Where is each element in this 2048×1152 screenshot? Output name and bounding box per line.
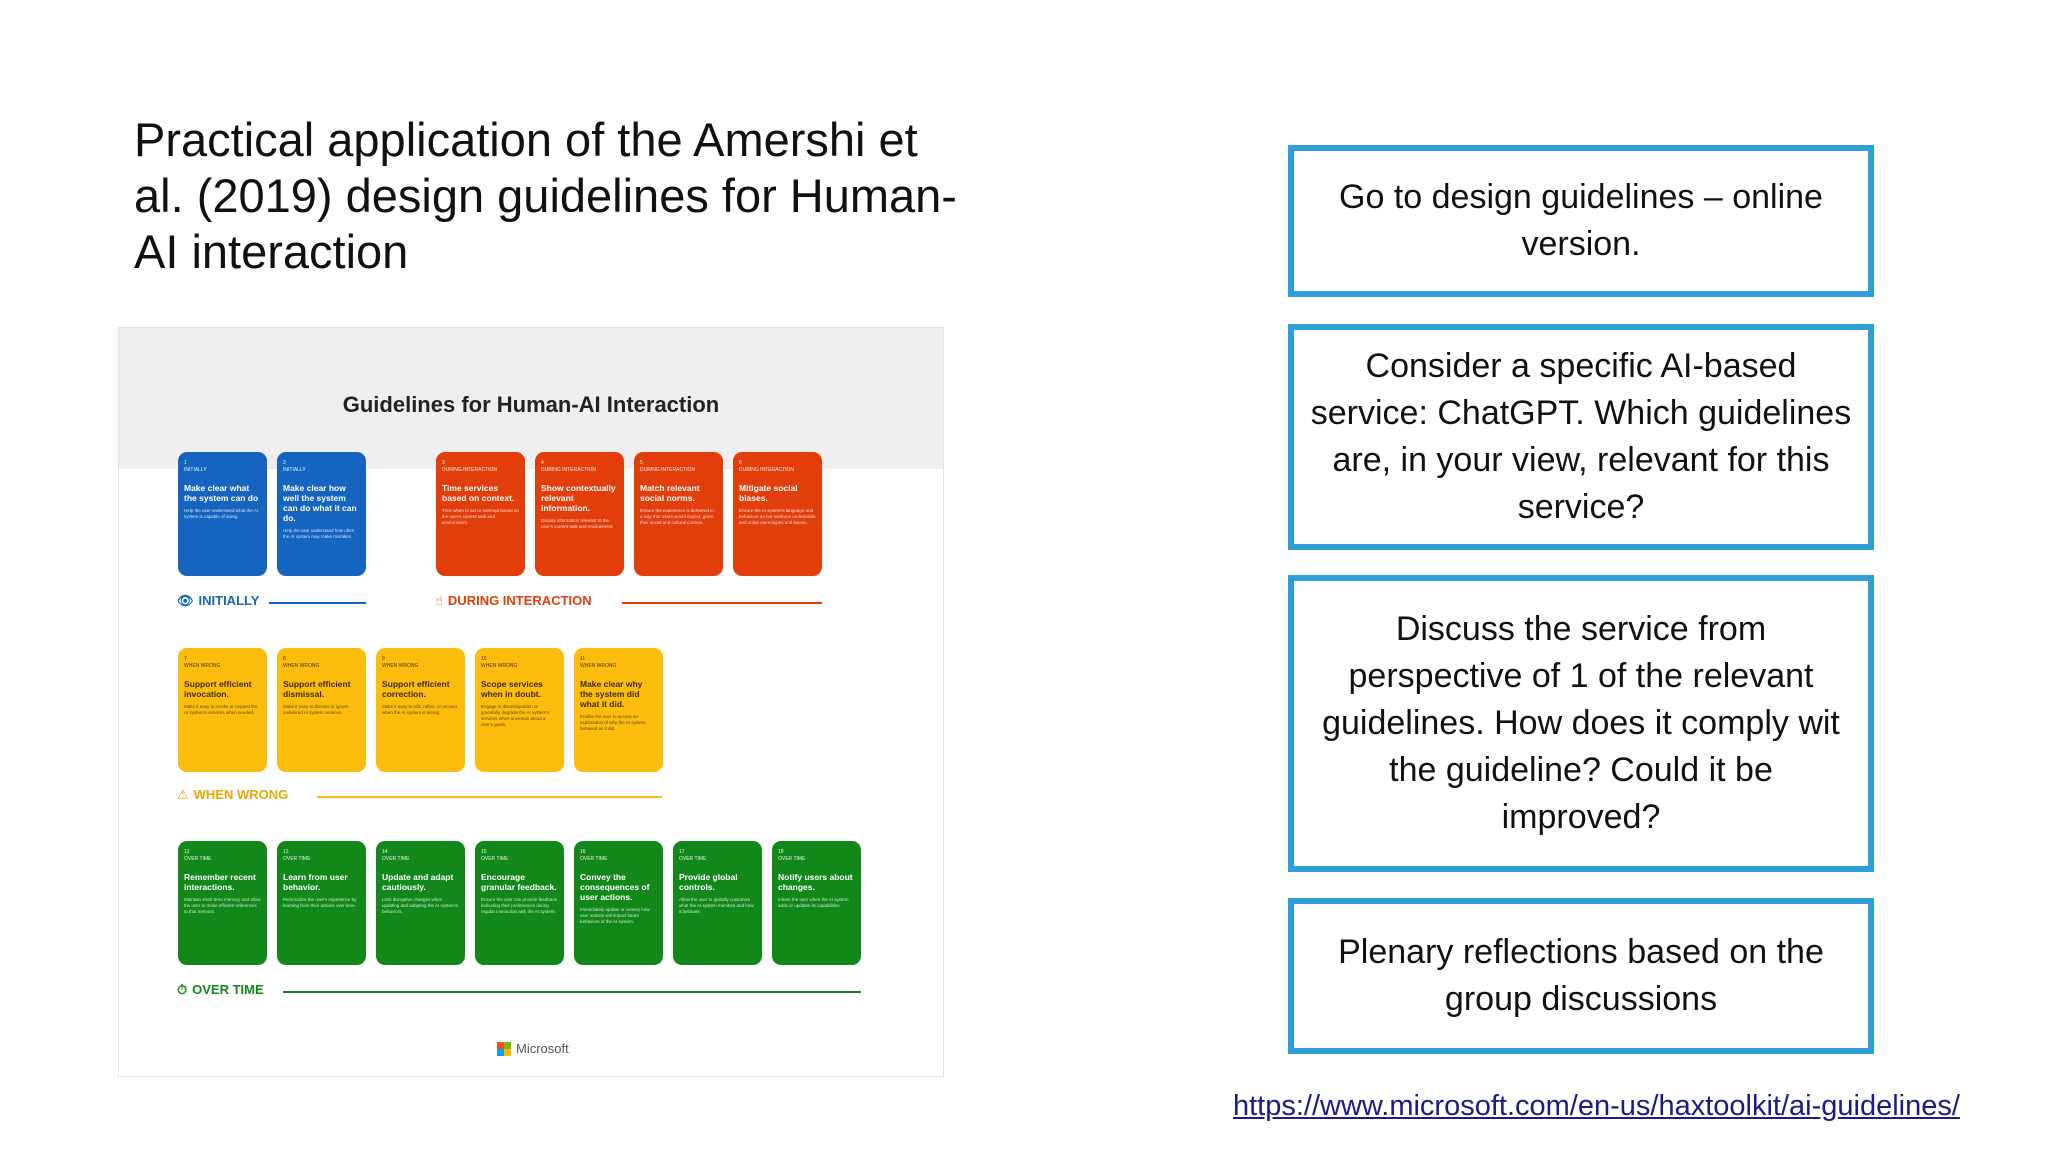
- card-description: Limit disruptive changes when updating and adapting the AI system's behaviors.: [382, 897, 458, 914]
- section-divider: [269, 602, 366, 604]
- card-heading: Support efficient dismissal.: [283, 679, 351, 699]
- card-category: WHEN WRONG: [283, 663, 320, 669]
- card-heading: Time services based on context.: [442, 483, 515, 503]
- card-number: 16: [580, 849, 586, 855]
- card-number: 14: [382, 849, 388, 855]
- section-label-during: ☝ DURING INTERACTION: [435, 593, 592, 608]
- card-description: Help the user understand how often the AI system may make mistakes.: [283, 528, 355, 539]
- guideline-card-11: [574, 648, 663, 772]
- microsoft-logo-icon: [497, 1042, 511, 1056]
- card-description: Enable the user to access an explanation of why the AI system behaved as it did.: [580, 714, 646, 731]
- card-category: DURING INTERACTION: [442, 467, 497, 473]
- card-heading: Update and adapt cautiously.: [382, 872, 454, 892]
- card-number: 8: [283, 656, 286, 662]
- section-label-initially: 👁 INITIALLY: [177, 593, 260, 608]
- card-description: Ensure the experience is delivered in a way that users would expect, given their social and cultural context.: [640, 508, 714, 525]
- card-heading: Remember recent interactions.: [184, 872, 256, 892]
- card-heading: Provide global controls.: [679, 872, 738, 892]
- card-description: Inform the user when the AI system adds or updates its capabilities.: [778, 897, 849, 908]
- card-number: 7: [184, 656, 187, 662]
- card-description: Engage in disambiguation or gracefully degrade the AI system's services when uncertain about a user's goals.: [481, 704, 550, 727]
- instruction-box-4: [1288, 898, 1874, 1054]
- instruction-text: Plenary reflections based on the group discussions: [1338, 933, 1824, 1018]
- instruction-text: Discuss the service from perspective of 1 of the relevant guidelines. How does it comply wit the guideline? Could it be improved?: [1322, 610, 1840, 836]
- guideline-card-15: [475, 841, 564, 965]
- card-number: 15: [481, 849, 487, 855]
- card-heading: Support efficient correction.: [382, 679, 450, 699]
- card-heading: Convey the consequences of user actions.: [580, 872, 650, 902]
- slide-title: Practical application of the Amershi et al. (2019) design guidelines for Human-AI interaction: [134, 113, 957, 278]
- card-description: Display information relevant to the user's current task and environment.: [541, 518, 614, 529]
- card-category: OVER TIME: [382, 856, 410, 862]
- card-category: OVER TIME: [283, 856, 311, 862]
- card-description: Ensure the user can provide feedback indicating their preferences during regular interaction with the AI system.: [481, 897, 557, 914]
- card-category: OVER TIME: [778, 856, 806, 862]
- guideline-card-2: [277, 452, 366, 576]
- card-heading: Learn from user behavior.: [283, 872, 348, 892]
- card-number: 12: [184, 849, 190, 855]
- card-heading: Make clear why the system did what it did.: [580, 679, 643, 709]
- guideline-card-8: [277, 648, 366, 772]
- section-label-wrong: ⚠ WHEN WRONG: [177, 787, 289, 802]
- guideline-card-10: [475, 648, 564, 772]
- card-number: 3: [442, 460, 445, 466]
- microsoft-logo: [497, 1041, 569, 1056]
- guideline-card-12: [178, 841, 267, 965]
- card-heading: Encourage granular feedback.: [481, 872, 557, 892]
- guideline-card-17: [673, 841, 762, 965]
- card-heading: Make clear what the system can do: [184, 483, 259, 503]
- guideline-card-4: [535, 452, 624, 576]
- card-category: DURING INTERACTION: [541, 467, 596, 473]
- card-description: Help the user understand what the AI system is capable of doing.: [184, 508, 259, 519]
- card-description: Allow the user to globally customize what the AI system monitors and how it behaves.: [679, 897, 754, 914]
- card-heading: Show contextually relevant information.: [541, 483, 616, 513]
- clock-icon: ⏱: [177, 982, 188, 997]
- card-heading: Support efficient invocation.: [184, 679, 252, 699]
- guideline-card-3: [436, 452, 525, 576]
- guideline-card-9: [376, 648, 465, 772]
- card-number: 18: [778, 849, 784, 855]
- card-number: 17: [679, 849, 685, 855]
- microsoft-wordmark: Microsoft: [516, 1041, 569, 1056]
- card-heading: Match relevant social norms.: [640, 483, 700, 503]
- guideline-card-13: [277, 841, 366, 965]
- card-number: 9: [382, 656, 385, 662]
- card-category: OVER TIME: [481, 856, 509, 862]
- section-divider: [622, 602, 822, 604]
- poster-title: Guidelines for Human-AI Interaction: [342, 392, 720, 417]
- card-description: Maintain short-term memory and allow the user to make efficient references to that memory.: [184, 897, 261, 914]
- guideline-card-18: [772, 841, 861, 965]
- card-description: Immediately update or convey how user actions will impact future behaviors of the AI system.: [580, 907, 650, 924]
- card-category: OVER TIME: [580, 856, 608, 862]
- instruction-text: Go to design guidelines – online version.: [1339, 178, 1823, 263]
- card-number: 1: [184, 460, 187, 466]
- hand-icon: ☝: [435, 593, 443, 608]
- card-number: 6: [739, 460, 742, 466]
- card-category: INITIALLY: [184, 467, 207, 473]
- guideline-card-7: [178, 648, 267, 772]
- card-heading: Mitigate social biases.: [739, 483, 798, 503]
- instruction-box-1: [1288, 145, 1874, 297]
- section-divider: [317, 796, 662, 798]
- guideline-card-6: [733, 452, 822, 576]
- eye-icon: 👁: [177, 593, 194, 608]
- card-category: INITIALLY: [283, 467, 306, 473]
- card-category: OVER TIME: [679, 856, 707, 862]
- card-category: DURING INTERACTION: [739, 467, 794, 473]
- guidelines-poster: [118, 327, 944, 1077]
- guideline-card-14: [376, 841, 465, 965]
- guideline-card-5: [634, 452, 723, 576]
- card-number: 5: [640, 460, 643, 466]
- instruction-box-2: [1288, 324, 1874, 550]
- card-number: 2: [283, 460, 286, 466]
- card-number: 10: [481, 656, 487, 662]
- card-category: OVER TIME: [184, 856, 212, 862]
- card-description: Make it easy to dismiss or ignore undesired AI system services.: [283, 704, 349, 715]
- guideline-card-1: [178, 452, 267, 576]
- card-number: 13: [283, 849, 289, 855]
- card-heading: Notify users about changes.: [778, 872, 853, 892]
- card-description: Time when to act or interrupt based on the user's current task and environment.: [442, 508, 519, 525]
- section-divider: [283, 991, 861, 993]
- instruction-box-3: [1288, 575, 1874, 872]
- card-description: Personalize the user's experience by learning from their actions over time.: [283, 897, 357, 908]
- card-category: WHEN WRONG: [481, 663, 518, 669]
- card-description: Make it easy to edit, refine, or recover when the AI system is wrong.: [382, 704, 458, 715]
- section-label-overtime: ⏱ OVER TIME: [177, 982, 264, 997]
- card-category: WHEN WRONG: [580, 663, 617, 669]
- instruction-text: Consider a specific AI-based service: ChatGPT. Which guidelines are, in your view, relevant for this service?: [1310, 347, 1852, 526]
- card-description: Ensure the AI system's language and behaviors do not reinforce undesirable and unfair stereotypes and biases.: [739, 508, 816, 525]
- guideline-card-16: [574, 841, 663, 965]
- card-category: WHEN WRONG: [382, 663, 419, 669]
- warning-icon: ⚠: [177, 787, 189, 802]
- card-number: 4: [541, 460, 544, 466]
- card-category: WHEN WRONG: [184, 663, 221, 669]
- card-heading: Make clear how well the system can do what it can do.: [283, 483, 357, 523]
- card-category: DURING INTERACTION: [640, 467, 695, 473]
- guidelines-link[interactable]: https://www.microsoft.com/en-us/haxtoolkit/ai-guidelines/: [1233, 1090, 1960, 1122]
- card-number: 11: [580, 656, 586, 662]
- card-heading: Scope services when in doubt.: [481, 679, 543, 699]
- card-description: Make it easy to invoke or request the AI system's services when needed.: [184, 704, 258, 715]
